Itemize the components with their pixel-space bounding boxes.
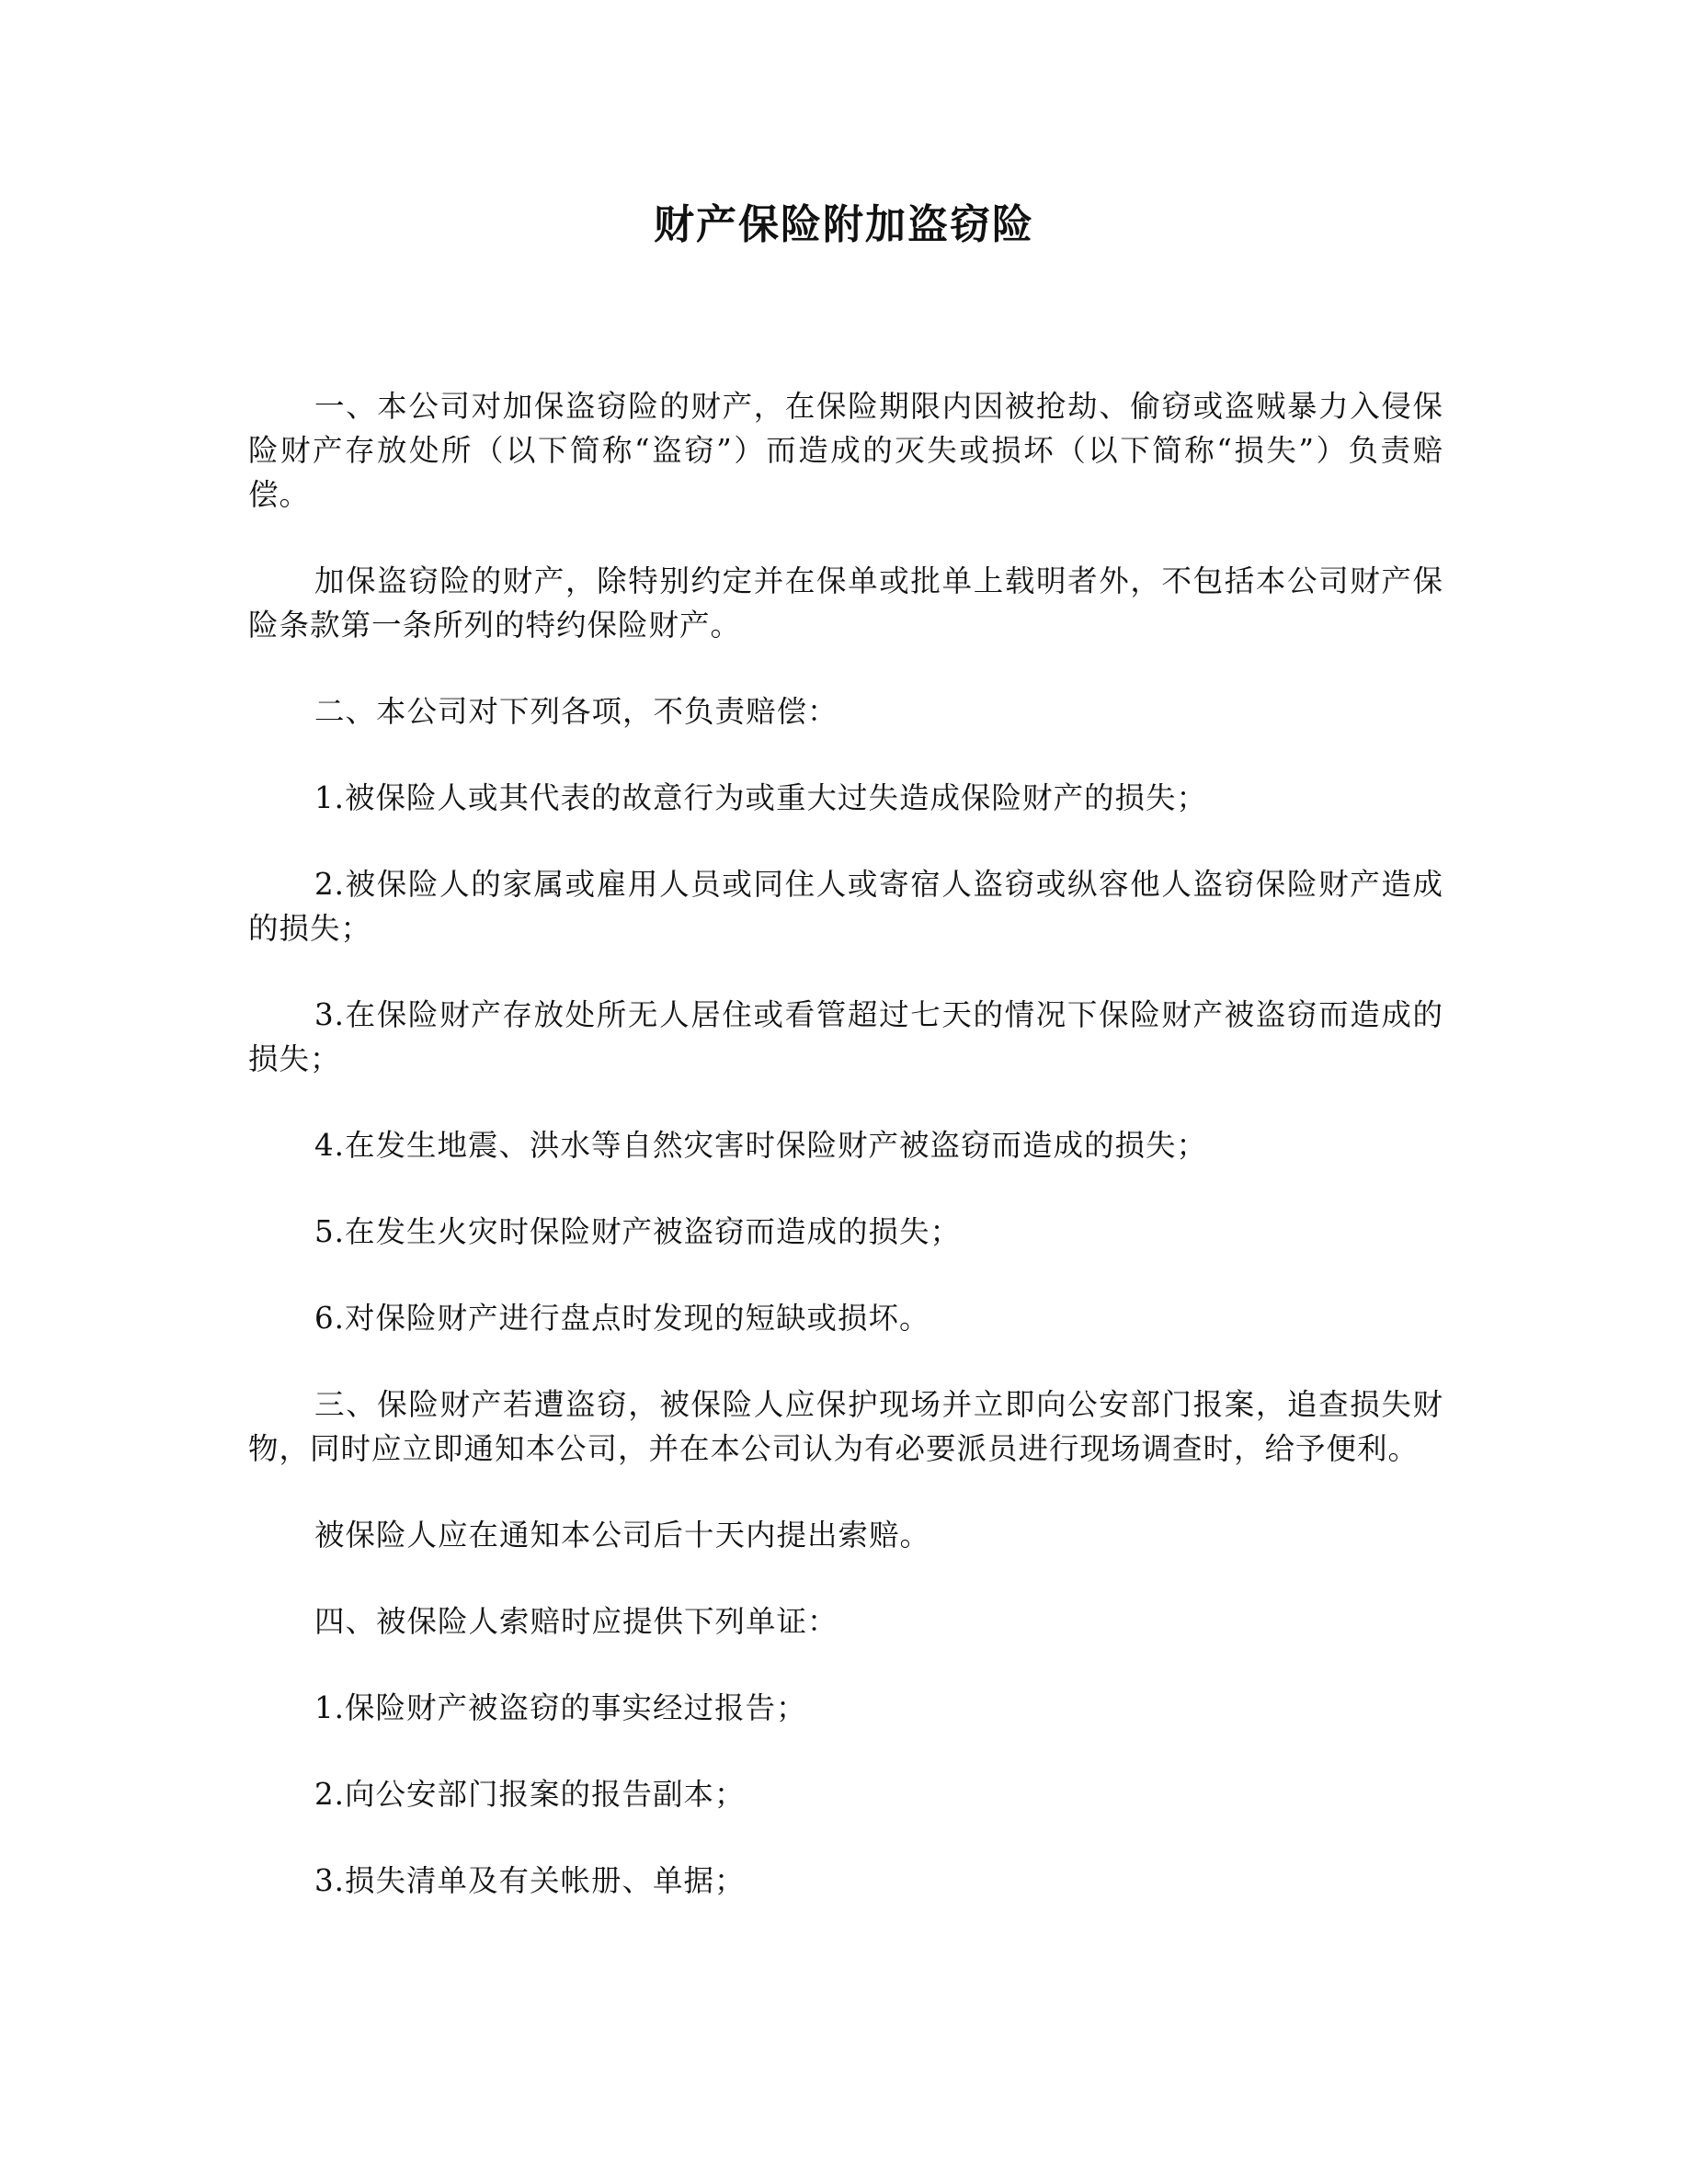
paragraph-clause-1: 一、本公司对加保盗窃险的财产，在保险期限内因被抢劫、偷窃或盗贼暴力入侵保险财产存放处所（以下简称“盗窃”）而造成的灭失或损坏（以下简称“损失”）负责赔偿。 (248, 389, 1443, 512)
exclusion-item-1: 1.被保险人或其代表的故意行为或重大过失造成保险财产的损失； (314, 780, 1208, 815)
exclusion-item-5: 5.在发生火灾时保险财产被盗窃而造成的损失； (314, 1214, 962, 1249)
document-item-1: 1.保险财产被盗窃的事实经过报告； (314, 1690, 807, 1725)
exclusion-item-2: 2.被保险人的家属或雇用人员或同住人或寄宿人盗窃或纵容他人盗窃保险财产造成的损失； (248, 867, 1443, 946)
exclusion-item-3: 3.在保险财产存放处所无人居住或看管超过七天的情况下保险财产被盗窃而造成的损失； (248, 997, 1443, 1076)
exclusion-item-6: 6.对保险财产进行盘点时发现的短缺或损坏。 (314, 1301, 930, 1336)
document-item-2: 2.向公安部门报案的报告副本； (314, 1777, 746, 1812)
paragraph-clause-3: 三、保险财产若遭盗窃，被保险人应保护现场并立即向公安部门报案，追查损失财物，同时应立即通知本公司，并在本公司认为有必要派员进行现场调查时，给予便利。 (248, 1387, 1443, 1466)
paragraph-clause-1-note: 加保盗窃险的财产，除特别约定并在保单或批单上载明者外，不包括本公司财产保险条款第一条所列的特约保险财产。 (248, 563, 1443, 643)
paragraph-clause-2-heading: 二、本公司对下列各项，不负责赔偿： (314, 694, 838, 729)
paragraph-clause-4-heading: 四、被保险人索赔时应提供下列单证： (314, 1604, 838, 1639)
exclusion-item-4: 4.在发生地震、洪水等自然灾害时保险财产被盗窃而造成的损失； (314, 1128, 1208, 1163)
document-body (248, 384, 1443, 1903)
paragraph-claim-deadline: 被保险人应在通知本公司后十天内提出索赔。 (314, 1518, 931, 1553)
document-title: 财产保险附加盗窃险 (654, 201, 1034, 248)
document-item-3: 3.损失清单及有关帐册、单据； (314, 1863, 746, 1898)
